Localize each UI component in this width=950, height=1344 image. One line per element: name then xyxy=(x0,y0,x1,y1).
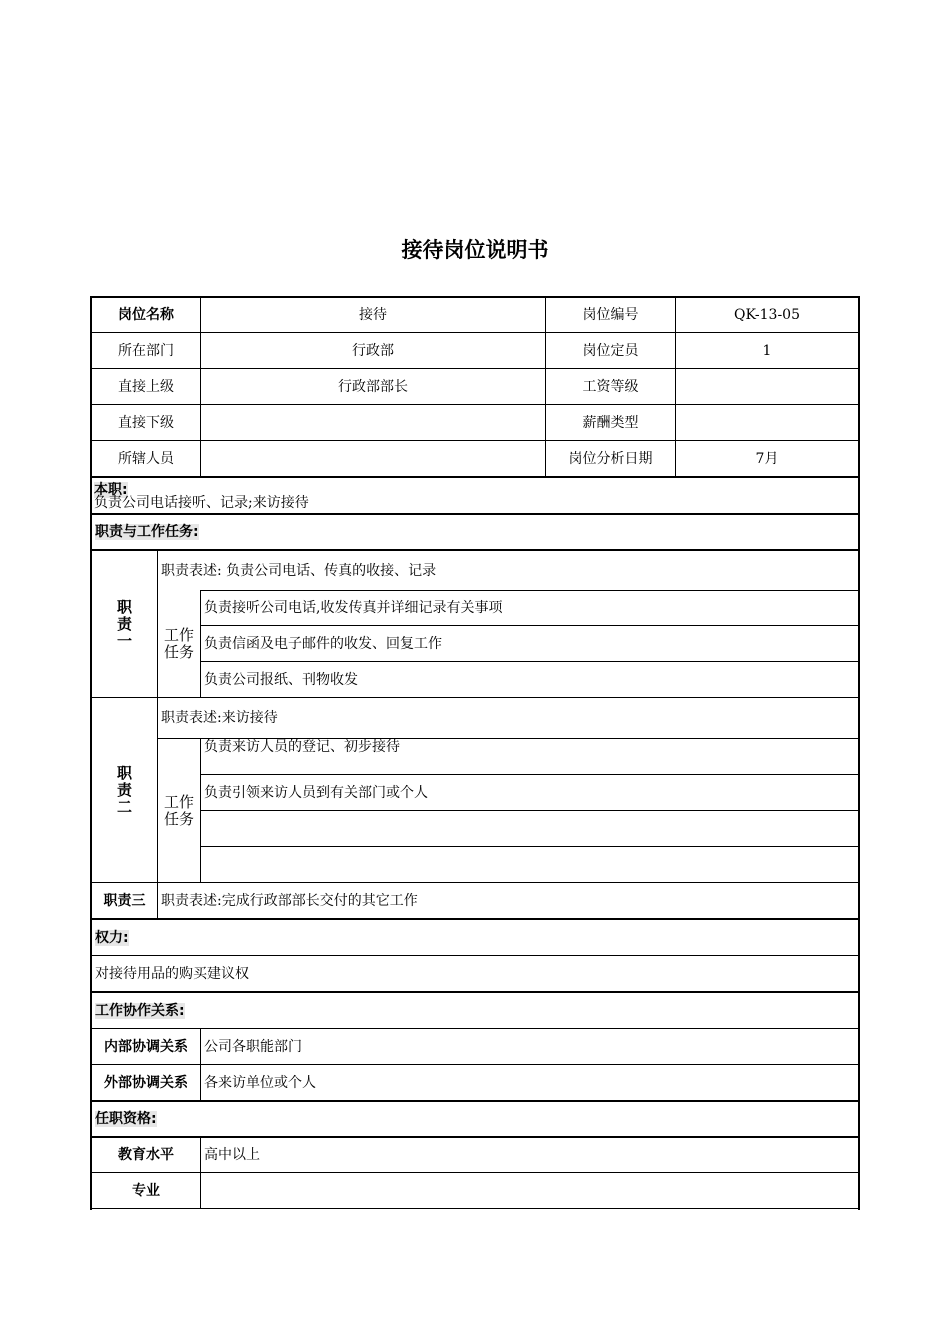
duty2-label-char: 职 xyxy=(116,763,132,782)
duty1-task-label-line: 任务 xyxy=(163,643,194,661)
main-duty-label: 本职: xyxy=(94,482,128,498)
duty1-label-char: 一 xyxy=(116,631,132,650)
duty2-task-4 xyxy=(201,847,858,882)
superior-label: 直接上级 xyxy=(118,378,174,395)
internal-coordination-label: 内部协调关系 xyxy=(104,1038,188,1055)
duty2-statement: 职责表述:来访接待 xyxy=(161,710,278,726)
authority-text: 对接待用品的购买建议权 xyxy=(95,965,249,982)
authority-section-header xyxy=(92,920,858,955)
duty2-task-2: 负责引领来访人员到有关部门或个人 xyxy=(204,784,428,801)
pay-type-value xyxy=(676,405,858,440)
table-border-right xyxy=(858,296,860,1210)
headcount-label: 岗位定员 xyxy=(582,342,639,359)
duty2-label-char: 二 xyxy=(116,797,132,816)
salary-grade-label: 工资等级 xyxy=(582,378,639,395)
duty1-statement: 职责表述: 负责公司电话、传真的收接、记录 xyxy=(161,562,437,579)
duty1-label-char: 职 xyxy=(116,597,132,616)
duty1-task-label xyxy=(158,591,200,697)
duty1-label xyxy=(92,551,157,697)
pay-type-label: 薪酬类型 xyxy=(582,414,639,431)
analysis-date-value: 7月 xyxy=(755,450,779,467)
duties-header-label: 职责与工作任务: xyxy=(95,524,199,540)
duty3-statement: 职责表述:完成行政部部长交付的其它工作 xyxy=(161,892,418,909)
duty1-task-label-line: 工作 xyxy=(163,626,194,644)
cooperation-label: 工作协作关系: xyxy=(95,1002,185,1019)
duty2-task-1: 负责来访人员的登记、初步接待 xyxy=(204,739,400,755)
duty1-task-2: 负责信函及电子邮件的收发、回复工作 xyxy=(204,635,442,652)
staff-label: 所辖人员 xyxy=(118,450,174,467)
duty1-label-char: 责 xyxy=(116,614,132,633)
duty2-task-label-line: 工作 xyxy=(163,792,194,811)
major-label: 专业 xyxy=(132,1182,160,1199)
salary-grade-value xyxy=(676,369,858,404)
education-value: 高中以上 xyxy=(204,1146,260,1163)
position-name-label: 岗位名称 xyxy=(118,307,174,323)
duty2-label xyxy=(92,698,157,882)
duties-section-header xyxy=(92,515,858,549)
major-value xyxy=(201,1173,858,1208)
superior-value: 行政部部长 xyxy=(338,378,408,395)
external-coordination-label: 外部协调关系 xyxy=(104,1074,188,1091)
internal-coordination-value: 公司各职能部门 xyxy=(204,1038,302,1055)
subordinate-label: 直接下级 xyxy=(118,414,174,431)
staff-value xyxy=(201,441,545,476)
duty3-label: 职责三 xyxy=(103,892,146,909)
page-title: 接待岗位说明书 xyxy=(401,238,549,262)
duty2-task-3 xyxy=(201,811,858,846)
duty2-task-label-line: 任务 xyxy=(163,809,194,828)
duty2-task-label xyxy=(158,739,200,882)
position-code-value: QK-13-05 xyxy=(733,307,800,323)
department-value: 行政部 xyxy=(352,342,394,359)
external-coordination-value: 各来访单位或个人 xyxy=(204,1074,316,1091)
department-label: 所在部门 xyxy=(118,342,174,359)
cooperation-section-header xyxy=(92,993,858,1028)
table-border-bottom xyxy=(90,1208,860,1209)
duty2-label-char: 责 xyxy=(116,780,132,799)
duty1-task-1: 负责接听公司电话,收发传真并详细记录有关事项 xyxy=(204,600,503,616)
position-name-value: 接待 xyxy=(359,307,387,323)
qualification-label: 任职资格: xyxy=(95,1111,157,1127)
qualification-section-header xyxy=(92,1102,858,1136)
position-code-label: 岗位编号 xyxy=(582,307,639,323)
headcount-value: 1 xyxy=(762,342,772,359)
authority-label: 权力: xyxy=(95,929,129,946)
education-label: 教育水平 xyxy=(118,1146,174,1163)
subordinate-value xyxy=(201,405,545,440)
duty1-task-3: 负责公司报纸、刊物收发 xyxy=(204,671,358,688)
main-duty-text: 负责公司电话接听、记录;来访接待 xyxy=(94,495,309,511)
main-duty-section xyxy=(92,478,858,513)
analysis-date-label: 岗位分析日期 xyxy=(568,450,653,467)
